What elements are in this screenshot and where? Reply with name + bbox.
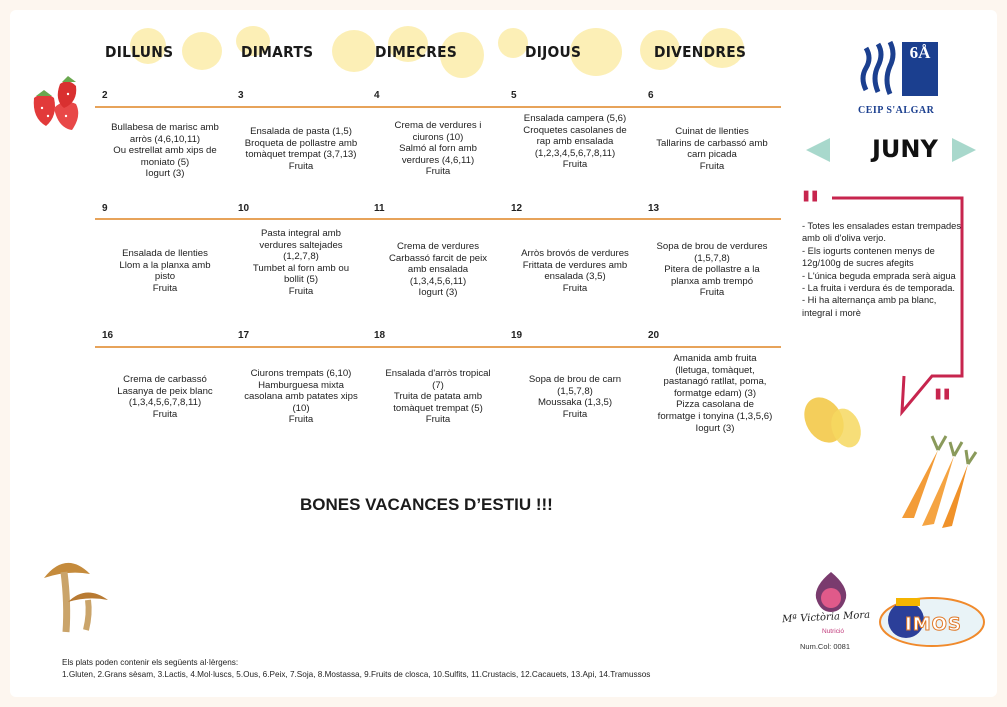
menu-line: Salmó al forn amb xyxy=(399,143,477,155)
decor-blob xyxy=(332,30,376,72)
school-name: CEIP S'ALGAR xyxy=(858,105,935,116)
allergens-intro: Els plats poden contenir els següents al·lèrgens: xyxy=(62,658,239,667)
menu-line: (1,3,4,5,6,7,8,11) xyxy=(128,397,202,409)
decor-blob xyxy=(498,28,528,58)
note-item: - L'única beguda emprada serà aigua xyxy=(802,270,956,281)
menu-line: Hamburguesa mixta xyxy=(258,379,344,391)
day-number: 6 xyxy=(648,90,654,101)
menu-cell xyxy=(509,113,641,171)
menu-cell xyxy=(509,248,641,294)
menu-line: ensalada (3,5) xyxy=(544,271,606,283)
arrow-right-icon xyxy=(950,136,980,164)
note-item: - Hi ha alternança amb pa blanc, integral i morè xyxy=(802,295,937,318)
menu-line: Truita de patata amb xyxy=(393,391,483,403)
row-divider xyxy=(95,346,781,348)
menu-line: (1,5,7,8) xyxy=(557,385,593,397)
menu-line: Ou estrellat amb xips de xyxy=(113,145,217,157)
collegiate-number: Num.Col: 0081 xyxy=(800,642,851,651)
header-monday: DILLUNS xyxy=(105,43,174,61)
note-item: - Els iogurts contenen menys de 12g/100g de sucres afegits xyxy=(802,245,935,269)
menu-line: Moussaka (1,3,5) xyxy=(537,397,613,409)
menu-line: Pitera de pollastre a la xyxy=(664,264,760,276)
day-number: 9 xyxy=(102,203,108,214)
menu-line: Bullabesa de marisc amb xyxy=(111,122,219,133)
menu-line: (lletuga, tomàquet, xyxy=(675,364,755,376)
day-number: 19 xyxy=(511,330,523,341)
menu-line: pastanagó ratllat, poma, xyxy=(663,376,767,388)
menu-line: Fruita xyxy=(152,408,178,420)
menu-line: Sopa de brou de verdures xyxy=(656,241,768,252)
menu-cell xyxy=(646,353,784,434)
header-wednesday: DIMECRES xyxy=(375,43,458,61)
day-number: 2 xyxy=(102,90,108,101)
menu-line: Pizza casolana de xyxy=(676,399,754,411)
allergens-list: 1.Gluten, 2.Grans sèsam, 3.Lactis, 4.Mol·luscs, 5.Ous, 6.Peix, 7.Soja, 8.Mostassa, 9.Fruits de closca, 10.Sulfits, 11.Crustacis, 12.Cacauets, 13.Api, 14.Tramussos xyxy=(62,670,651,679)
day-number: 18 xyxy=(374,330,386,341)
menu-line: tomàquet trempat (5) xyxy=(393,402,483,414)
menu-line: Cuinat de llenties xyxy=(675,126,749,137)
menu-line: Ensalada de pasta (1,5) xyxy=(250,126,352,137)
menu-line: Broqueta de pollastre amb xyxy=(244,137,358,149)
menu-line: carn picada xyxy=(687,149,737,161)
menu-line: Pasta integral amb xyxy=(261,228,341,239)
nutritionist-name: Mª Victòria Mora xyxy=(781,609,871,626)
menu-cell xyxy=(99,122,231,180)
closing-message: BONES VACANCES D’ESTIU !!! xyxy=(300,495,553,514)
menu-cell xyxy=(99,248,231,294)
menu-line: Iogurt (3) xyxy=(695,422,735,434)
menu-line: Carbassó farcit de peix xyxy=(388,252,488,264)
menu-cell xyxy=(235,368,367,426)
menu-line: Fruita xyxy=(288,414,314,426)
menu-line: Fruita xyxy=(699,160,725,172)
menu-line: (1,5,7,8) xyxy=(694,252,730,264)
menu-cell xyxy=(372,120,504,178)
menu-line: (7) xyxy=(432,379,444,391)
menu-line: formatge i tonyina (1,3,5,6) xyxy=(657,410,773,422)
menu-line: arròs (4,6,10,11) xyxy=(129,133,201,145)
menu-cell xyxy=(372,368,504,426)
partner-logo-text: IMOS xyxy=(905,614,962,635)
note-item: - La fruita i verdura és de temporada. xyxy=(802,283,955,294)
header-thursday: DIJOUS xyxy=(525,43,582,61)
menu-line: verdures saltejades xyxy=(259,239,343,251)
day-number: 13 xyxy=(648,203,660,214)
menu-cell xyxy=(646,241,778,299)
menu-line: planxa amb trempó xyxy=(670,275,754,287)
menu-line: Fruita xyxy=(425,166,451,178)
day-number: 11 xyxy=(374,203,385,214)
menu-line: Fruita xyxy=(562,282,588,294)
menu-line: Frittata de verdures amb xyxy=(522,259,628,271)
menu-line: casolana amb patates xips xyxy=(244,391,358,403)
menu-line: Ensalada d'arròs tropical xyxy=(385,368,491,379)
menu-line: (1,3,4,5,6,11) xyxy=(409,275,467,287)
day-number: 17 xyxy=(238,330,250,341)
menu-cell xyxy=(372,241,504,299)
menu-page xyxy=(10,10,997,697)
menu-line: rap amb ensalada xyxy=(536,136,614,148)
menu-line: Fruita xyxy=(562,159,588,171)
menu-line: Fruita xyxy=(699,287,725,299)
menu-line: verdures (4,6,11) xyxy=(401,154,475,166)
menu-line: Ensalada campera (5,6) xyxy=(523,113,627,124)
menu-line: bollit (5) xyxy=(283,274,319,286)
strawberry-icon xyxy=(24,68,94,138)
menu-line: Crema de verdures i xyxy=(394,120,482,131)
menu-line: Lasanya de peix blanc xyxy=(117,385,213,397)
menu-line: Ciurons trempats (6,10) xyxy=(250,368,352,379)
mushrooms-icon xyxy=(38,548,118,638)
menu-line: Fruita xyxy=(152,282,178,294)
note-item: - Totes les ensalades estan trempades amb oli d'oliva verjo. xyxy=(802,221,961,244)
menu-cell xyxy=(509,374,641,420)
svg-text:": " xyxy=(932,381,953,426)
day-number: 12 xyxy=(511,203,523,214)
menu-line: Iogurt (3) xyxy=(418,287,458,299)
menu-line: formatge edam) (3) xyxy=(673,387,757,399)
menu-cell xyxy=(235,228,367,298)
menu-cell xyxy=(235,126,367,172)
decor-blob xyxy=(182,32,222,70)
menu-line: Sopa de brou de carn xyxy=(528,374,622,385)
day-number: 10 xyxy=(238,203,250,214)
menu-line: Iogurt (3) xyxy=(145,168,185,180)
menu-line: Tallarins de carbassó amb xyxy=(656,137,768,149)
menu-line: moniato (5) xyxy=(140,156,190,168)
menu-line: Crema de carbassó xyxy=(123,374,207,385)
svg-text:": " xyxy=(800,186,821,230)
menu-line: amb ensalada xyxy=(407,264,469,276)
day-number: 4 xyxy=(374,90,380,101)
allergens-note xyxy=(62,657,822,681)
notes-list xyxy=(802,220,962,319)
carrots-icon xyxy=(888,430,978,530)
menu-line: (1,2,7,8) xyxy=(283,251,319,263)
menu-line: Llom a la planxa amb xyxy=(119,259,211,271)
menu-line: Fruita xyxy=(288,285,314,297)
row-divider xyxy=(95,218,781,220)
menu-line: Fruita xyxy=(562,408,588,420)
menu-line: Fruita xyxy=(425,414,451,426)
menu-line: (1,2,3,4,5,6,7,8,11) xyxy=(534,147,616,159)
menu-line: Fruita xyxy=(288,160,314,172)
menu-line: Croquetes casolanes de xyxy=(523,124,627,136)
header-tuesday: DIMARTS xyxy=(241,43,314,61)
menu-cell xyxy=(99,374,231,420)
row-divider xyxy=(95,106,781,108)
day-number: 20 xyxy=(648,330,660,341)
menu-line: pisto xyxy=(154,271,176,283)
day-number: 5 xyxy=(511,90,517,101)
menu-line: Crema de verdures xyxy=(396,241,480,252)
day-number: 16 xyxy=(102,330,114,341)
menu-line: (10) xyxy=(292,402,310,414)
leaves-icon xyxy=(800,392,876,462)
arrow-left-icon xyxy=(802,136,832,164)
menu-line: Tumbet al forn amb ou xyxy=(252,262,350,274)
school-logo-mark: 6Å xyxy=(909,43,931,62)
fig-icon xyxy=(808,568,854,614)
menu-cell xyxy=(646,126,778,172)
menu-line: Ensalada de llenties xyxy=(122,248,208,259)
menu-line: Arròs brovós de verdures xyxy=(521,248,629,259)
menu-line: ciurons (10) xyxy=(412,131,464,143)
month-title: JUNY xyxy=(872,135,938,163)
day-number: 3 xyxy=(238,90,244,101)
header-friday: DIVENDRES xyxy=(654,43,747,61)
menu-line: Amanida amb fruita xyxy=(673,353,757,364)
menu-line: tomàquet trempat (3,7,13) xyxy=(245,149,357,161)
nutritionist-role: Nutrició xyxy=(822,628,845,635)
